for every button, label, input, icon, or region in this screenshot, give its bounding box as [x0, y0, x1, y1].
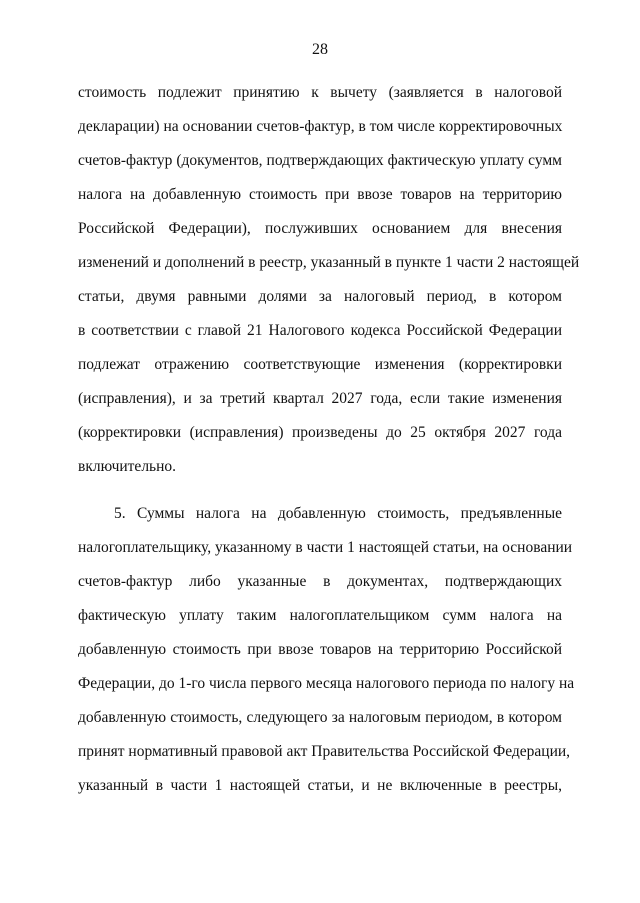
text-line: налога на добавленную стоимость при ввозе товаров на территорию	[78, 186, 562, 203]
text-line: принят нормативный правовой акт Правительства Российской Федерации,	[78, 743, 571, 760]
text-line: фактическую уплату таким налогоплательщиком сумм налога на	[78, 607, 562, 624]
text-line: подлежат отражению соответствующие изменения (корректировки	[78, 356, 562, 373]
text-line: добавленную стоимость при ввозе товаров на территорию Российской	[78, 641, 562, 658]
paragraph-item-5	[78, 497, 575, 803]
text-line: статьи, двумя равными долями за налоговый период, в котором	[78, 288, 562, 305]
text-line: Федерации, до 1-го числа первого месяца налогового периода по налогу на	[78, 675, 575, 692]
text-line: добавленную стоимость, следующего за налоговым периодом, в котором	[78, 709, 562, 726]
text-line: налогоплательщику, указанному в части 1 настоящей статьи, на основании	[78, 539, 573, 556]
text-line: указанный в части 1 настоящей статьи, и не включенные в реестры,	[78, 777, 562, 794]
paragraph-continuation	[78, 76, 580, 484]
text-line: счетов-фактур (документов, подтверждающих фактическую уплату сумм	[78, 152, 562, 169]
text-line: декларации) на основании счетов-фактур, в том числе корректировочных	[78, 118, 563, 135]
paragraph-spacer	[78, 484, 562, 497]
text-line: счетов-фактур либо указанные в документах, подтверждающих	[78, 573, 562, 590]
text-line: стоимость подлежит принятию к вычету (заявляется в налоговой	[78, 84, 562, 101]
page-number: 28	[312, 41, 328, 58]
text-line: (корректировки (исправления) произведены до 25 октября 2027 года	[78, 424, 562, 441]
text-line: включительно.	[78, 458, 177, 475]
text-line: (исправления), и за третий квартал 2027 года, если такие изменения	[78, 390, 562, 407]
text-line: 5. Суммы налога на добавленную стоимость, предъявленные	[114, 505, 562, 522]
text-line: в соответствии с главой 21 Налогового кодекса Российской Федерации	[78, 322, 562, 339]
text-line: изменений и дополнений в реестр, указанный в пункте 1 части 2 настоящей	[78, 254, 580, 271]
document-body	[78, 76, 580, 803]
text-line: Российской Федерации), послуживших основанием для внесения	[78, 220, 562, 237]
